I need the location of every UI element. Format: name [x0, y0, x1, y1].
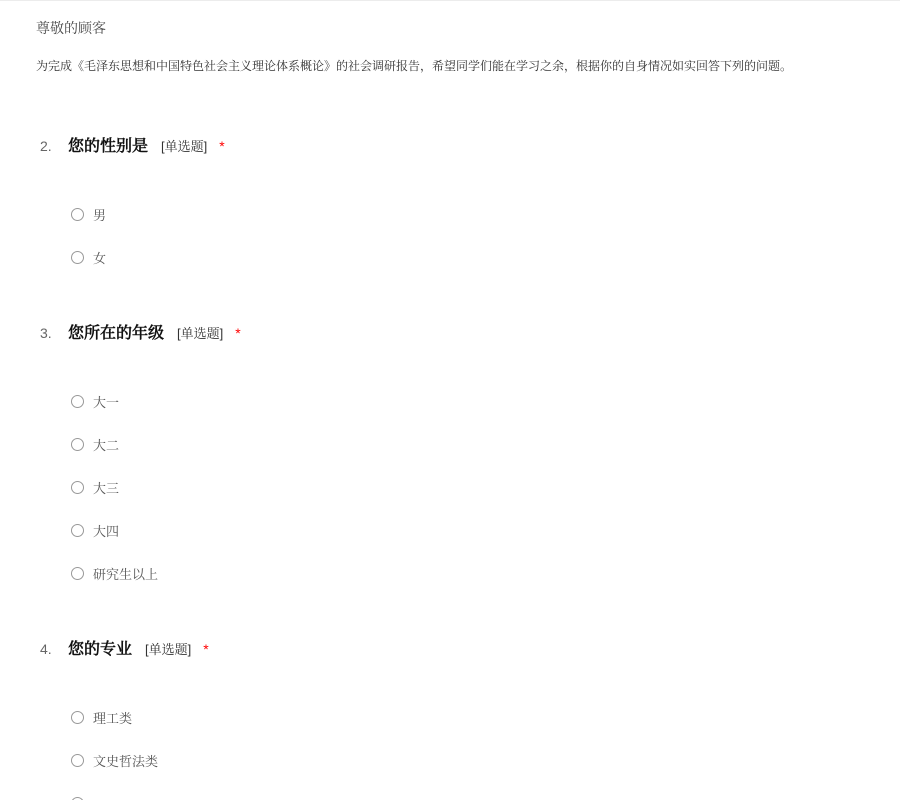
question-header: [40, 638, 900, 661]
option-row[interactable]: [71, 552, 900, 595]
question-block: [0, 135, 900, 279]
question-header: [40, 322, 900, 345]
option-label[interactable]: 大四: [93, 524, 120, 539]
question-block: [0, 322, 900, 595]
survey-greeting: 尊敬的顾客: [36, 20, 106, 36]
question-type-tag: [单选题]: [161, 139, 208, 154]
option-row[interactable]: [71, 466, 900, 509]
survey-description: 为完成《毛泽东思想和中国特色社会主义理论体系概论》的社会调研报告，希望同学们能在学习之余，根据你的自身情况如实回答下列的问题。: [36, 59, 793, 73]
required-asterisk: *: [203, 641, 209, 657]
option-label[interactable]: 理工类: [93, 711, 133, 726]
radio-button-icon[interactable]: [71, 438, 84, 451]
question-block: [0, 638, 900, 800]
question-type-tag: [单选题]: [145, 642, 192, 657]
option-label[interactable]: 研究生以上: [93, 567, 159, 582]
question-number: 3.: [40, 325, 52, 341]
option-row[interactable]: [71, 380, 900, 423]
options-list: [71, 696, 900, 800]
questions-list: [0, 135, 900, 800]
option-row[interactable]: [71, 236, 900, 279]
radio-button-icon[interactable]: [71, 481, 84, 494]
question-title: 您所在的年级: [68, 325, 165, 342]
question-title: 您的专业: [68, 641, 133, 658]
option-label[interactable]: 男: [93, 208, 107, 223]
question-type-tag: [单选题]: [177, 326, 224, 341]
radio-button-icon[interactable]: [71, 711, 84, 724]
radio-button-icon[interactable]: [71, 395, 84, 408]
question-number: 4.: [40, 641, 52, 657]
option-row[interactable]: [71, 193, 900, 236]
option-label[interactable]: 女: [93, 251, 107, 266]
radio-button-icon[interactable]: [71, 208, 84, 221]
question-header: [40, 135, 900, 158]
option-row[interactable]: [71, 696, 900, 739]
question-title: 您的性别是: [68, 138, 149, 155]
required-asterisk: *: [219, 138, 225, 154]
options-list: [71, 380, 900, 595]
radio-button-icon[interactable]: [71, 754, 84, 767]
option-label[interactable]: 大二: [93, 438, 120, 453]
option-row[interactable]: [71, 739, 900, 782]
options-list: [71, 193, 900, 279]
option-label[interactable]: 大一: [93, 395, 120, 410]
question-number: 2.: [40, 138, 52, 154]
option-row[interactable]: [71, 509, 900, 552]
option-row[interactable]: [71, 782, 900, 800]
radio-button-icon[interactable]: [71, 251, 84, 264]
radio-button-icon[interactable]: [71, 567, 84, 580]
option-row[interactable]: [71, 423, 900, 466]
required-asterisk: *: [235, 325, 241, 341]
radio-button-icon[interactable]: [71, 524, 84, 537]
option-label[interactable]: 大三: [93, 481, 120, 496]
option-label[interactable]: 文史哲法类: [93, 754, 159, 769]
